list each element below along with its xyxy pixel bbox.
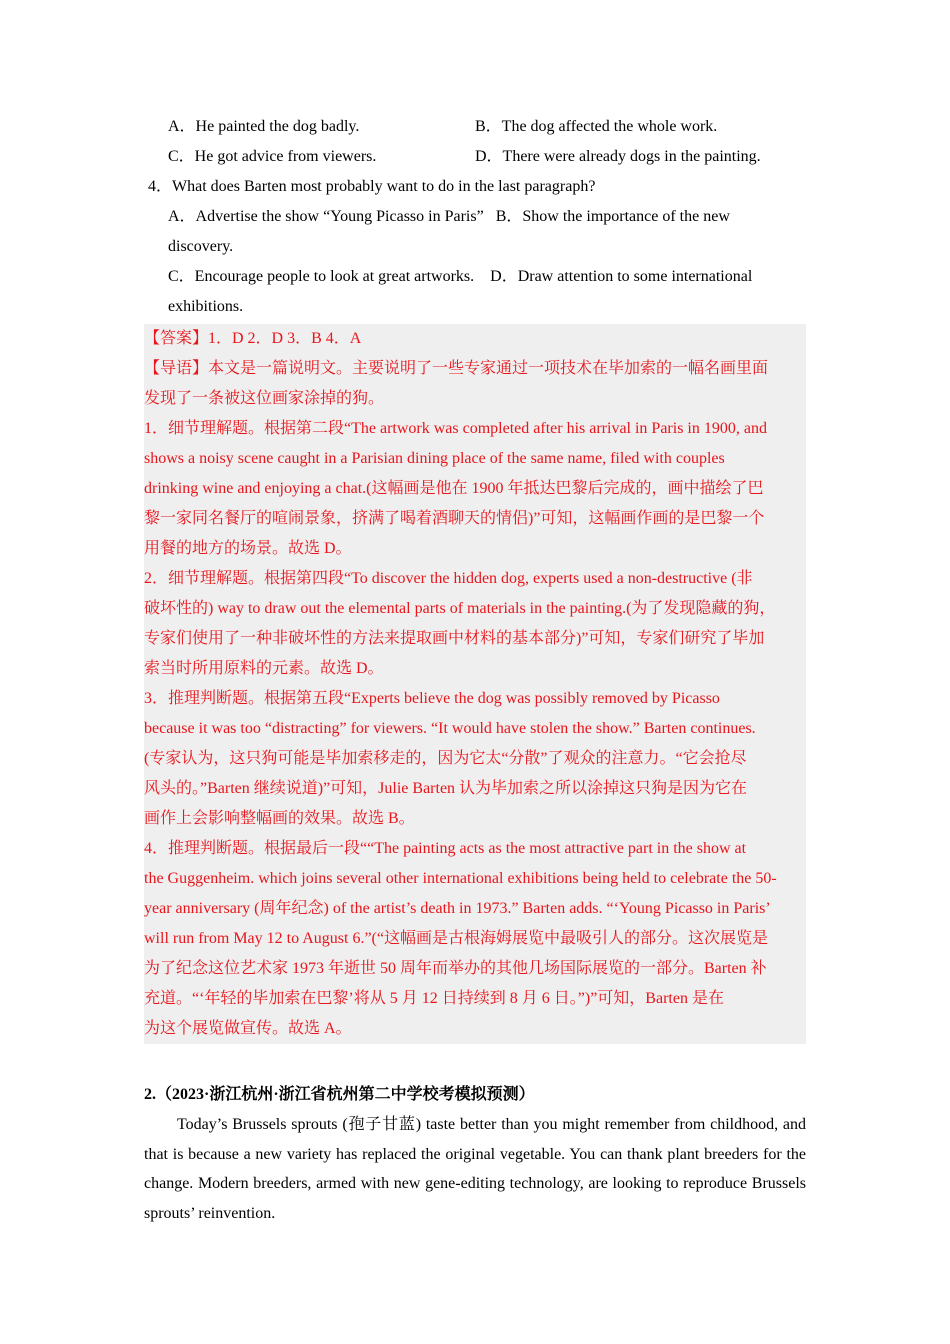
q4-options-line-2: discovery. <box>168 238 234 255</box>
q4-option-d: D．Draw attention to some international <box>490 268 753 285</box>
answer-line: 风头的。”Barten 继续说道)”可知，Julie Barten 认为毕加索之所以涂掉这只狗是因为它在 <box>144 780 748 797</box>
answer-line: 充道。“‘年轻的毕加索在巴黎’将从 5 月 12 日持续到 8 月 6 日。”)”可知，Barten 是在 <box>144 990 724 1007</box>
answer-line: 索当时所用原料的元素。故选 D。 <box>144 660 384 677</box>
answer-line: 画作上会影响整幅画的效果。故选 B。 <box>144 810 415 827</box>
section-2-title: 2.（2023·浙江杭州·浙江省杭州第二中学校考模拟预测） <box>144 1086 535 1103</box>
q3-option-b: B．The dog affected the whole work. <box>475 118 718 135</box>
answer-line: 为这个展览做宣传。故选 A。 <box>144 1020 352 1037</box>
answer-line: because it was too “distracting” for viewers. “It would have stolen the show.” Barten continues. <box>144 720 756 737</box>
q3-option-a: A．He painted the dog badly. <box>168 118 360 135</box>
answer-line: 4．推理判断题。根据最后一段““The painting acts as the most attractive part in the show at <box>144 840 747 857</box>
answer-line: 用餐的地方的场景。故选 D。 <box>144 540 352 557</box>
q3-option-c: C．He got advice from viewers. <box>168 148 377 165</box>
q4-options-line-3 <box>144 262 806 292</box>
q4-option-b: B．Show the importance of the new <box>495 208 730 225</box>
answer-line: year anniversary (周年纪念) of the artist’s death in 1973.” Barten adds. “‘Young Picasso in Paris’ <box>144 900 771 917</box>
q4-question: 4．What does Barten most probably want to do in the last paragraph? <box>148 178 596 195</box>
answer-line: 2．细节理解题。根据第四段“To discover the hidden dog, experts used a non-destructive (非 <box>144 570 753 587</box>
answer-line: 【答案】1．D 2．D 3．B 4．A <box>144 330 362 347</box>
answer-line: 发现了一条被这位画家涂掉的狗。 <box>144 390 385 407</box>
answer-line: the Guggenheim. which joins several other international exhibitions being held to celebrate the 50- <box>144 870 777 887</box>
answer-line: 【导语】本文是一篇说明文。主要说明了一些专家通过一项技术在毕加索的一幅名画里面 <box>144 360 769 377</box>
section-2-paragraph: Today’s Brussels sprouts (孢子甘蓝) taste better than you might remember from childhood, and that is because a new variety has replaced the original vegetable. You can thank plant breeders for the change. Modern breeders, armed with new gene-editing technology, are looking to reproduce Brussels sprouts’ reinvention. <box>144 1116 806 1222</box>
answer-line: 破坏性的) way to draw out the elemental parts of materials in the painting.(为了发现隐藏的狗， <box>144 600 776 617</box>
q3-options-row-2 <box>144 142 806 172</box>
q3-option-d: D．There were already dogs in the painting. <box>475 148 761 165</box>
answer-line: shows a noisy scene caught in a Parisian dining place of the same name, filed with couples <box>144 450 725 467</box>
document-page <box>144 112 806 1228</box>
answer-line: 专家们使用了一种非破坏性的方法来提取画中材料的基本部分)”可知，专家们研究了毕加 <box>144 630 765 647</box>
answer-line: 1．细节理解题。根据第二段“The artwork was completed after his arrival in Paris in 1900, and <box>144 420 767 437</box>
q4-option-a: A．Advertise the show “Young Picasso in Paris” <box>168 208 484 225</box>
answer-explanation-box <box>144 324 806 1044</box>
q3-options-row-1 <box>144 112 806 142</box>
answer-line: 黎一家同名餐厅的喧闹景象，挤满了喝着酒聊天的情侣)”可知，这幅画作画的是巴黎一个 <box>144 510 765 527</box>
answer-line: will run from May 12 to August 6.”(“这幅画是古根海姆展览中最吸引人的部分。这次展览是 <box>144 930 768 947</box>
q4-options-line-1 <box>144 202 806 232</box>
answer-line: drinking wine and enjoying a chat.(这幅画是他在 1900 年抵达巴黎后完成的，画中描绘了巴 <box>144 480 764 497</box>
answer-line: 3．推理判断题。根据第五段“Experts believe the dog was possibly removed by Picasso <box>144 690 720 707</box>
q4-options-line-4: exhibitions. <box>168 298 244 315</box>
q4-option-c: C．Encourage people to look at great artworks. <box>168 268 475 285</box>
answer-line: (专家认为，这只狗可能是毕加索移走的，因为它太“分散”了观众的注意力。“它会抢尽 <box>144 750 747 767</box>
answer-line: 为了纪念这位艺术家 1973 年逝世 50 周年而举办的其他几场国际展览的一部分。Barten 补 <box>144 960 767 977</box>
